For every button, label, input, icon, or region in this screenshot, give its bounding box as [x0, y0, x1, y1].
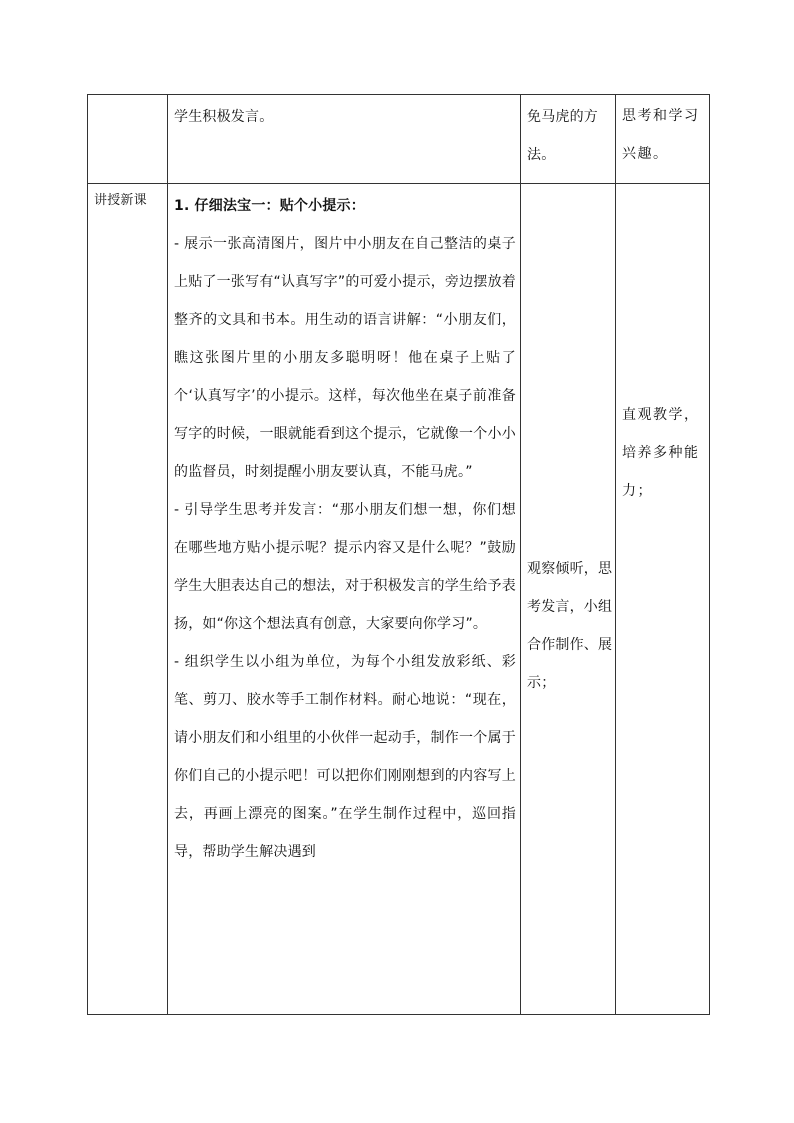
section-label: 讲授新课: [94, 193, 147, 208]
design-intent-text: 直观教学，培养多种能力；: [622, 407, 700, 499]
design-intent-cell: [616, 184, 710, 1015]
table-row: [88, 184, 710, 1015]
activity-paragraph: - 组织学生以小组为单位，为每个小组发放彩纸、彩笔、剪刀、胶水等手工制作材料。耐心地说：“现在，请小朋友们和小组里的小伙伴一起动手，制作一个属于你们自己的小提示吧！可以把你们刚刚想到的内容写上去，再画上漂亮的图案。”在学生制作过程中，巡回指导，帮助学生解决遇到: [174, 654, 516, 860]
teacher-activity-cell: [168, 184, 521, 1015]
activity-paragraph: - 引导学生思考并发言：“那小朋友们想一想，你们想在哪些地方贴小提示呢？提示内容又是什么呢？”鼓励学生大胆表达自己的想法，对于积极发言的学生给予表扬，如“你这个想法真有创意，大家要向你学习”。: [174, 502, 516, 632]
section-cell: [88, 95, 168, 184]
student-activity-text: 免马虎的方法。: [527, 109, 598, 163]
lesson-plan-table: [87, 94, 710, 1015]
design-intent-cell: [616, 95, 710, 184]
teacher-activity-text: 学生积极发言。: [174, 109, 274, 125]
table-row: [88, 95, 710, 184]
design-intent-text: 思考和学习兴趣。: [622, 108, 700, 162]
student-activity-cell: [521, 184, 616, 1015]
activity-paragraph: - 展示一张高清图片，图片中小朋友在自己整洁的桌子上贴了一张写有“认真写字”的可爱小提示，旁边摆放着整齐的文具和书本。用生动的语言讲解：“小朋友们，瞧这张图片里的小朋友多聪明呀！他在桌子上贴了个‘认真写字’的小提示。这样，每次他坐在桌子前准备写字的时候，一眼就能看到这个提示，它就像一个小小的监督员，时刻提醒小朋友要认真，不能马虎。”: [174, 236, 516, 480]
student-activity-cell: [521, 95, 616, 184]
section-label: [88, 95, 167, 97]
section-cell: [88, 184, 168, 1015]
student-activity-text: 观察倾听，思考发言，小组合作制作、展示；: [527, 561, 613, 691]
method-heading: 1. 仔细法宝一：贴个小提示：: [174, 198, 365, 214]
teacher-activity-cell: [168, 95, 521, 184]
